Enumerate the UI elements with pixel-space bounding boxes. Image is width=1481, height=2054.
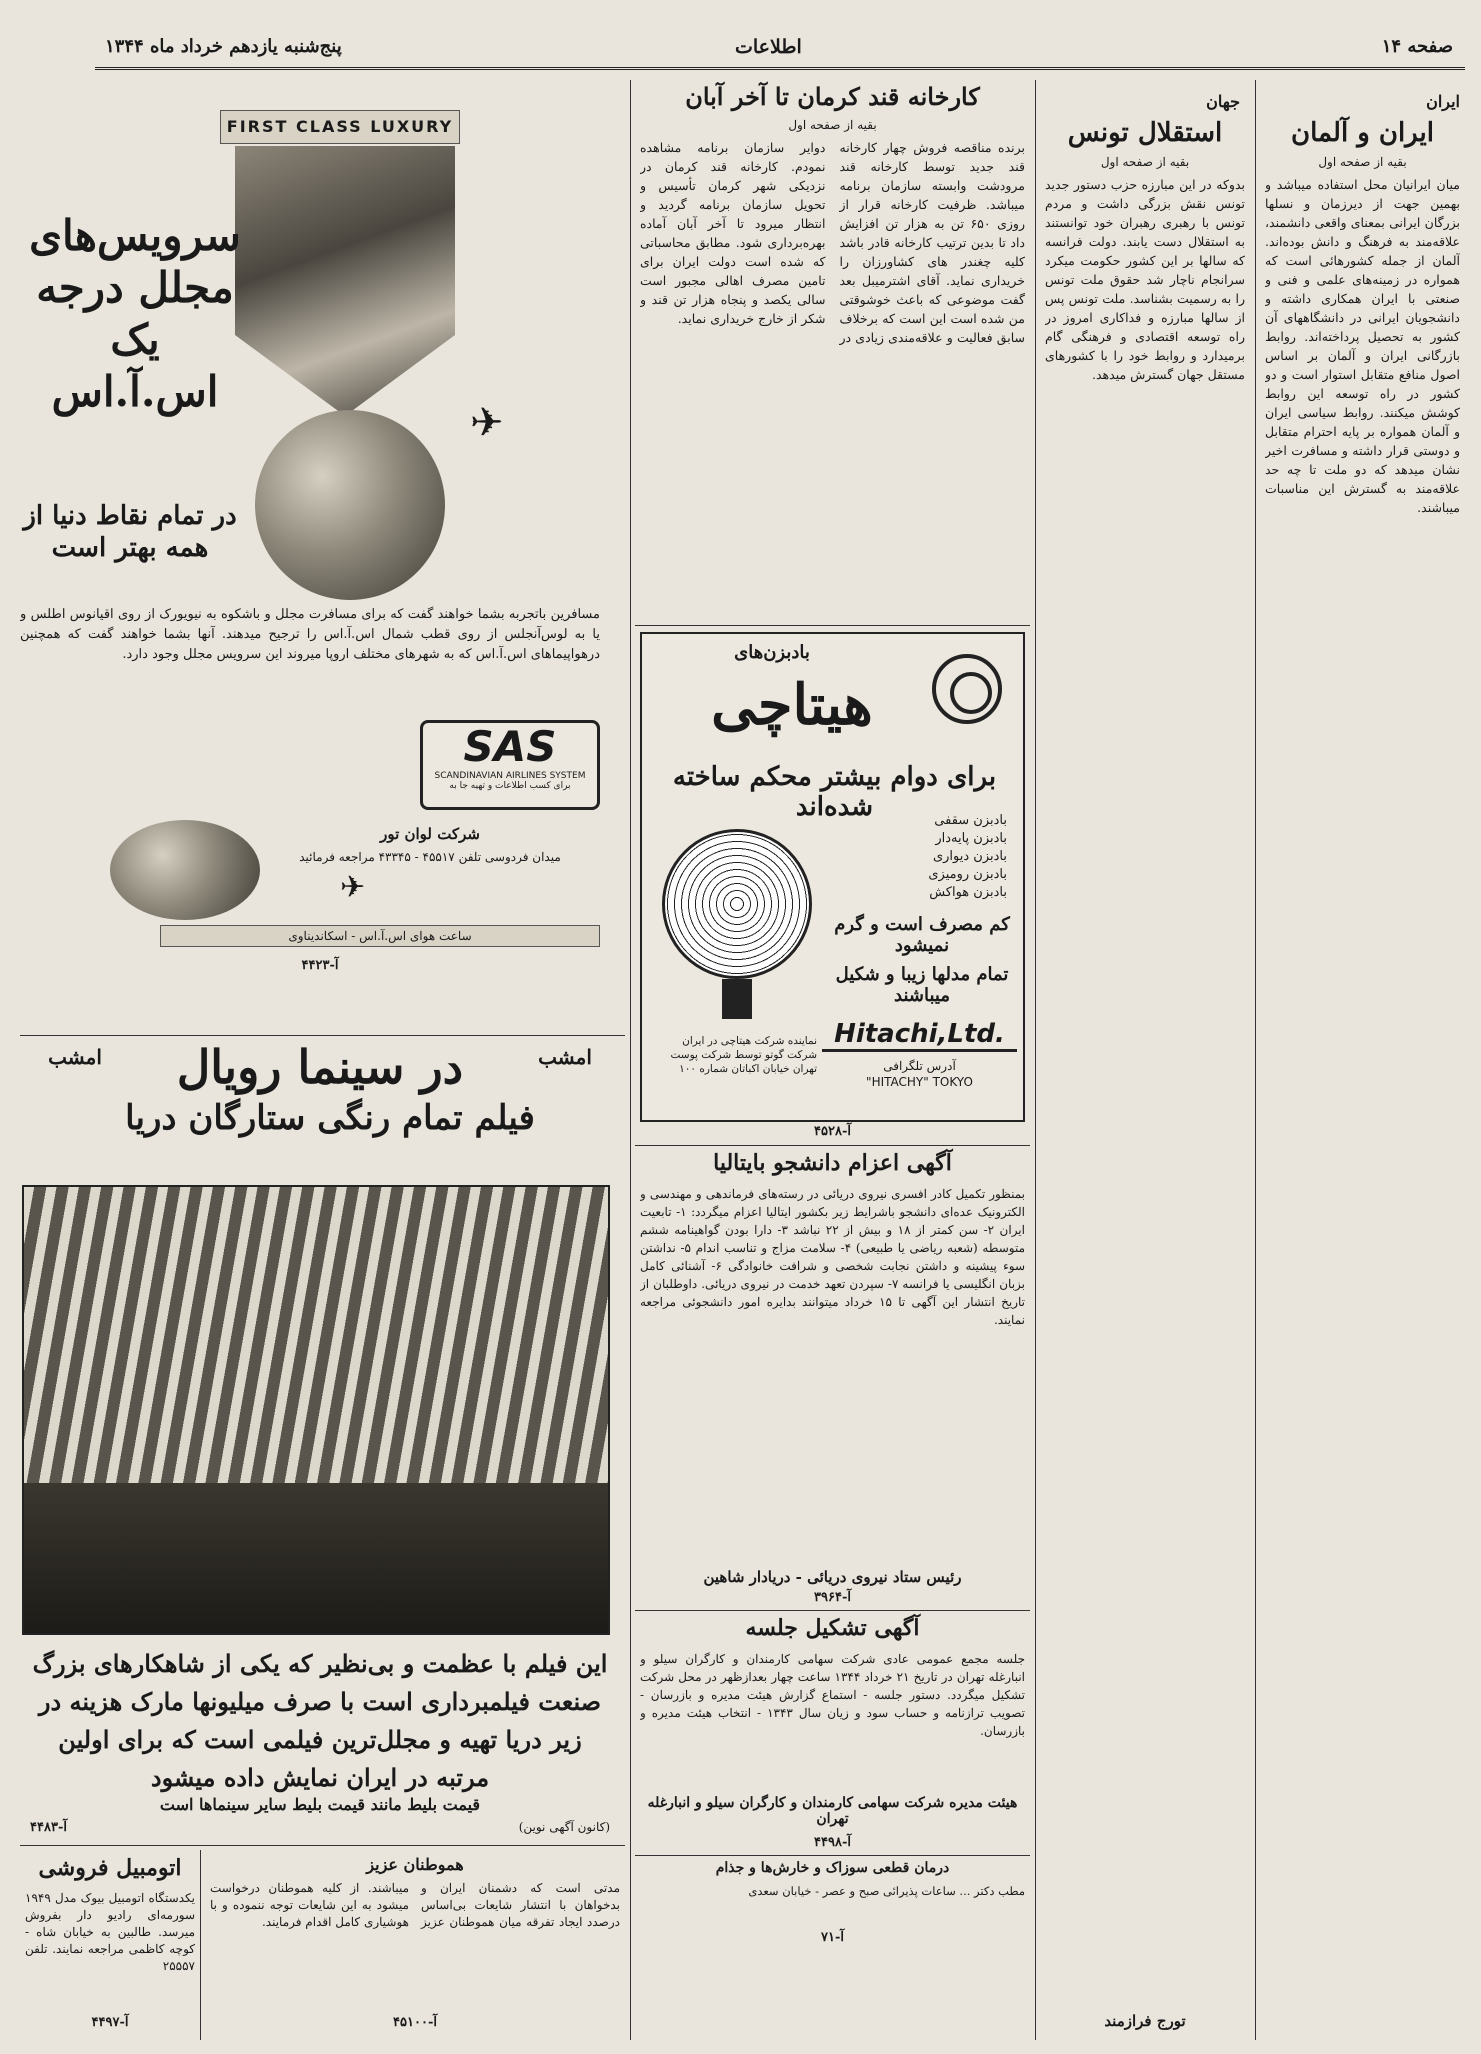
cinema-agency: (کانون آگهی نوین): [518, 1820, 610, 1834]
iran-continuation: بقیه از صفحه اول: [1318, 155, 1407, 169]
hitachi-representative: نماینده شرکت هیتاچی در ایران شرکت گوتو توسط شرکت پوست تهران خیابان اکباتان شماره ۱۰۰: [670, 1035, 817, 1075]
notice-ad-body: مدتی است که دشمنان ایران و بدخواهان با انتشار شایعات بی‌اساس درصدد ایجاد تفرقه میان هموطنان عزیز میباشند. از کلیه هموطنان درخواست میشود به این شایعات توجه ننموده و با هوشیاری کامل اقدام فرمایند.: [210, 1881, 620, 1929]
notice-ad-code: آ-۴۵۱۰۰: [393, 2015, 437, 2030]
section-divider: [635, 1855, 1030, 1856]
masthead-page-number: صفحه ۱۴: [1381, 36, 1453, 57]
medical-ad-body: مطب دکتر ... ساعات پذیرائی صبح و عصر - خیابان سعدی: [748, 1884, 1025, 1898]
sas-tagline: در تمام نقاط دنیا از همه بهتر است: [23, 501, 237, 563]
students-ad-signature: رئیس ستاد نیروی دریائی - دریادار شاهین: [703, 1568, 962, 1586]
kerman-headline: کارخانه قند کرمان تا آخر آبان: [685, 82, 980, 111]
hitachi-logo-icon: [932, 654, 1002, 724]
list-item: بادبزن هواکش: [929, 885, 1007, 900]
meeting-ad-title: آگهی تشکیل جلسه: [745, 1615, 920, 1641]
sas-logo-note: برای کسب اطلاعات و تهیه جا به: [449, 781, 571, 791]
iran-headline: ایران و آلمان: [1291, 118, 1434, 148]
world-map-image: [110, 820, 260, 920]
column-rule: [1035, 80, 1036, 2040]
world-headline: استقلال تونس: [1067, 118, 1223, 148]
section-divider: [20, 1845, 625, 1846]
airplane-icon: ✈: [470, 400, 504, 446]
column-rule: [200, 1850, 201, 2040]
cinema-film-still: [22, 1185, 610, 1635]
car-ad-code: آ-۴۴۹۷: [91, 2015, 129, 2030]
column-rule: [630, 80, 631, 2040]
cinema-ad-code: آ-۴۴۸۳: [30, 1820, 67, 1835]
meeting-ad-signature: هیئت مدیره شرکت سهامی کارمندان و کارگران سیلو و انبارغله تهران: [647, 1795, 1018, 1827]
hitachi-note-1: کم مصرف است و گرم نمیشود: [834, 914, 1010, 956]
students-ad-body: بمنظور تکمیل کادر افسری نیروی دریائی در رسته‌های فرماندهی و مهندسی و الکترونیک عده‌ای دانشجو باشرایط زیر بکشور ایتالیا اعزام میگردد: ۱- تابعیت ایران ۲- سن کمتر از ۱۸ و بیش از ۲۲ نباشد ۳- دارا بودن گواهینامه ششم متوسطه (شعبه ریاضی یا طبیعی) ۴- سلامت مزاج و تناسب اندام ۵- نداشتن سوء پیشینه و داشتن نجابت شخصی و شرافت خانوادگی ۶- آشنائی کامل بزبان انگلیسی یا فرانسه ۷- سپردن تعهد خدمت در نیروی دریائی. داوطلبان از تاریخ انتشار این آگهی تا ۱۵ خرداد میتوانند بدایره امور دانشجوئی مراجعه نمایند.: [640, 1187, 1025, 1327]
section-divider: [635, 1145, 1030, 1146]
medical-ad-title: درمان قطعی سوزاک و خارش‌ها و جذام: [715, 1860, 950, 1876]
hitachi-telegraph: "HITACHY" TOKYO: [866, 1075, 973, 1089]
cinema-tonight-right: امشب: [538, 1045, 592, 1069]
car-ad-title: اتومبیل فروشی: [38, 1855, 182, 1881]
fan-image: [662, 829, 812, 979]
sas-logo-subtitle: SCANDINAVIAN AIRLINES SYSTEM: [434, 771, 586, 781]
hitachi-note-2: تمام مدلها زیبا و شکیل میباشند: [835, 964, 1009, 1006]
students-ad-code: آ-۳۹۶۴: [814, 1590, 851, 1605]
cinema-prices: قیمت بلیط مانند قیمت بلیط سایر سینماها است: [159, 1795, 481, 1814]
hitachi-brand-en: Hitachi,Ltd.: [822, 1019, 1017, 1052]
masthead: [95, 30, 1465, 70]
hitachi-ad: [640, 632, 1025, 1122]
cinema-subtitle: فیلم تمام رنگی ستارگان دریا: [125, 1098, 535, 1138]
meeting-ad-body: جلسه مجمع عمومی عادی شرکت سهامی کارمندان و کارگران سیلو و انبارغله تهران در تاریخ ۲۱ خرداد ۱۳۴۴ ساعت چهار بعدازظهر در محل شرکت تشکیل میگردد. دستور جلسه - استماع گزارش هیئت مدیره و بازرسان - تصویب ترازنامه و حساب سود و زیان سال ۱۳۴۳ - انتخاب هیئت مدیره و بازرسان.: [640, 1652, 1025, 1738]
airplane-icon: ✈: [340, 870, 366, 905]
iran-article-body: میان ایرانیان محل استفاده میباشد و بهمین جهت از دیرزمان و نسلها بزرگان ایرانی بمعنای واقعی دانشمند، علاقه‌مند به فرهنگ و دانش بوده‌اند. آلمان از جمله کشورهائی است که همواره در زمینه‌های علمی و فنی و صنعتی با ایران همکاری داشته و دانشجویان ایرانی در دانشگاههای آن کشور به تحصیل پرداخته‌اند. روابط بازرگانی ایران و آلمان بر اساس اصول منافع متقابل استوار است و دو کشور در راه توسعه این روابط کوشش میکنند. روابط سیاسی ایران و آلمان همواره بر پایه احترام متقابل و دوستی قرار داشته و مسافرت اخیر نشان میدهد که دو ملت تا چه حد علاقه‌مند به گسترش این مناسبات میباشند.: [1265, 177, 1460, 515]
sas-address: میدان فردوسی تلفن ۴۵۵۱۷ - ۴۳۳۴۵ مراجعه فرمائید: [299, 850, 561, 864]
meeting-ad-code: آ-۴۴۹۸: [814, 1835, 851, 1850]
masthead-paper-name: اطلاعات: [735, 36, 802, 58]
cinema-title: در سینما رویال: [176, 1040, 464, 1094]
cinema-description: این فیلم با عظمت و بی‌نظیر که یکی از شاهکارهای بزرگ صنعت فیلمبرداری است با صرف میلیونها مارک هزینه در زیر دریا تهیه و مجلل‌ترین فیلمی است که برای اولین مرتبه در ایران نمایش داده میشود: [32, 1649, 608, 1792]
car-ad-body: یکدستگاه اتومبیل بیوک مدل ۱۹۴۹ سورمه‌ای رادیو دار بفروش میرسد. طالبین به خیابان شاه - کوچه کاظمی مراجعه نمایند. تلفن ۲۵۵۵۷: [25, 1891, 195, 1973]
world-article-signature: تورج فرازمند: [1104, 2012, 1186, 2030]
section-divider: [635, 1610, 1030, 1611]
hitachi-brand-fa: هیتاچی: [711, 672, 873, 738]
column-rule: [1255, 80, 1256, 2040]
cinema-tonight-left: امشب: [48, 1045, 102, 1069]
students-ad-title: آگهی اعزام دانشجو بایتالیا: [713, 1150, 952, 1176]
sas-cabin-photo: [235, 146, 455, 416]
sas-banner: FIRST CLASS LUXURY: [220, 110, 460, 144]
list-item: بادبزن رومیزی: [928, 867, 1007, 882]
hitachi-telegraph-label: آدرس تلگرافی: [883, 1059, 956, 1073]
section-divider: [635, 625, 1030, 626]
list-item: بادبزن پایه‌دار: [935, 831, 1007, 846]
world-article-body: بدوکه در این مبارزه حزب دستور جدید تونس نقش بزرگی داشت و مردم تونس با رهبری رهبران خود توانستند به استقلال دست یابند. دولت فرانسه که سالها بر این کشور حکومت میکرد سرانجام ناچار شد حقوق ملت تونس را به رسمیت بشناسد. ملت تونس پس از سالها مبارزه و فداکاری امروز در راه توسعه اقتصادی و فرهنگی گام برمیدارد و روابط خود را با کشورهای مستقل جهان گسترش میدهد.: [1045, 177, 1245, 382]
list-item: بادبزن دیواری: [932, 849, 1007, 864]
sas-ad: [20, 80, 620, 1040]
sas-logo-text: SAS: [463, 722, 557, 771]
hitachi-title-small: بادبزن‌های: [734, 642, 810, 663]
sas-agent: شرکت لوان تور: [380, 825, 480, 843]
kerman-continuation: بقیه از صفحه اول: [788, 118, 877, 132]
list-item: بادبزن سقفی: [934, 813, 1007, 828]
world-continuation: بقیه از صفحه اول: [1100, 155, 1190, 169]
hitachi-slogan: برای دوام بیشتر محکم ساخته شده‌اند: [672, 762, 997, 822]
masthead-date: پنج‌شنبه یازدهم خرداد ماه ۱۳۴۴: [105, 36, 342, 57]
hitachi-ad-code: آ-۴۵۲۸: [814, 1124, 851, 1139]
globe-image: [255, 410, 445, 600]
sas-body: مسافرین باتجربه بشما خواهند گفت که برای مسافرت مجلل و باشکوه به نیویورک از روی اقیانوس اطلس و یا به لوس‌آنجلس از روی قطب شمال اس.آ.اس را ترجیح میدهند. آنها بشما خواهند گفت که همچنین درهواپیماهای اس.آ.اس که به شهرهای مختلف اروپا میروند این سرویس مجلل وجود دارد.: [20, 607, 600, 662]
medical-ad-code: آ-۷۱: [821, 1930, 844, 1945]
hitachi-models-list: [837, 812, 1007, 902]
section-divider: [20, 1035, 625, 1036]
section-label-world: جهان: [1206, 92, 1240, 111]
sas-ad-code: آ-۴۴۲۳: [301, 958, 339, 973]
notice-ad-title: هموطنان عزیز: [366, 1855, 464, 1874]
sas-strip: ساعت هوای اس.آ.اس - اسکاندیناوی: [160, 925, 600, 947]
sas-logo: [420, 720, 600, 810]
kerman-article-body: برنده مناقصه فروش چهار کارخانه قند جدید توسط کارخانه قند مرودشت وابسته سازمان برنامه میباشد. ظرفیت کارخانه قرار از روزی ۶۵۰ تن به هزار تن افزایش داد تا بدین ترتیب کارخانه قادر باشد کلیه چغندر های کشاورزان را خریداری نماید. آقای اشترمیبل بعد گفت موضوعی که باعث خوشوقتی من شده است این است که برخلاف سابق فعالیت و علاقه‌مندی زیادی در دوایر سازمان برنامه مشاهده نمودم. کارخانه قند کرمان در نزدیکی شهر کرمان تأسیس و تحویل سازمان برنامه گردید و انتظار میرود تا آخر آبان آماده بهره‌برداری شود. مطابق محاسباتی که شده است دولت ایران برای تامین مصرف اهالی مجبور است سالی یکصد و پنجاه هزار تن قند و شکر از خارج خریداری نماید.: [640, 140, 1025, 345]
sas-headline: سرویس‌های مجلل درجه یک اس.آ.اس: [29, 211, 241, 416]
fan-stand: [722, 979, 752, 1019]
section-label-iran: ایران: [1426, 92, 1460, 111]
